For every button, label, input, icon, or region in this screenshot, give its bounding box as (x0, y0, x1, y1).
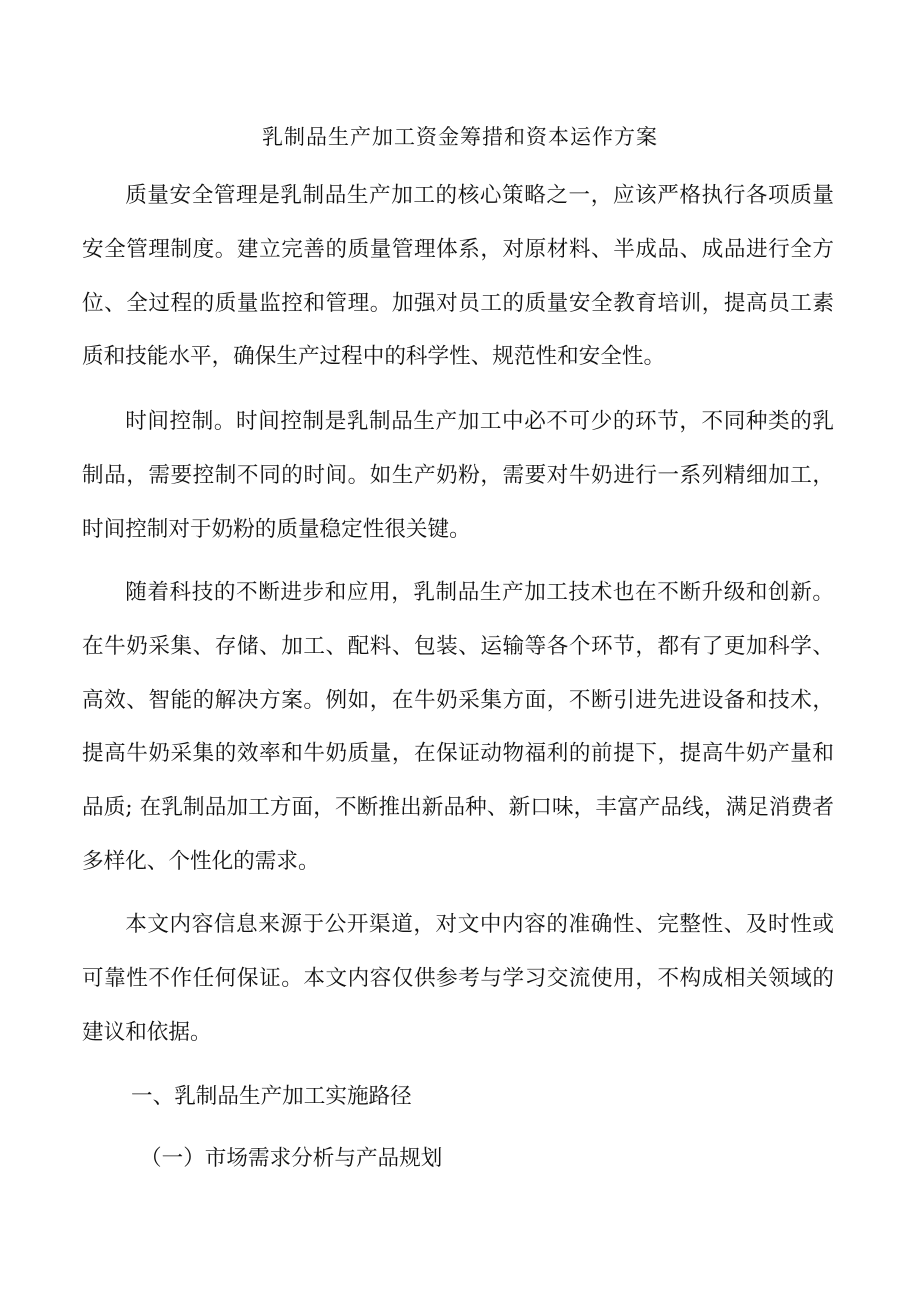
paragraph-time-control: 时间控制。时间控制是乳制品生产加工中必不可少的环节，不同种类的乳制品，需要控制不同的时间。如生产奶粉，需要对牛奶进行一系列精细加工，时间控制对于奶粉的质量稳定性很关键。 (82, 409, 834, 542)
subsection-heading: （一）市场需求分析与产品规划 (140, 1146, 443, 1171)
paragraph-technology-progress: 随着科技的不断进步和应用，乳制品生产加工技术也在不断升级和创新。在牛奶采集、存储、加工、配料、包装、运输等各个环节，都有了更加科学、高效、智能的解决方案。例如，在牛奶采集方面，不断引进先进设备和技术，提高牛奶采集的效率和牛奶质量，在保证动物福利的前提下，提高牛奶产量和品质; 在乳制品加工方面，不断推出新品种、新口味，丰富产品线，满足消费者多样化、个性化的需求。 (82, 580, 834, 874)
paragraph-quality-safety: 质量安全管理是乳制品生产加工的核心策略之一，应该严格执行各项质量安全管理制度。建立完善的质量管理体系，对原材料、半成品、成品进行全方位、全过程的质量监控和管理。加强对员工的质量安全教育培训，提高员工素质和技能水平，确保生产过程中的科学性、规范性和安全性。 (82, 183, 834, 370)
paragraph-disclaimer: 本文内容信息来源于公开渠道，对文中内容的准确性、完整性、及时性或可靠性不作任何保证。本文内容仅供参考与学习交流使用，不构成相关领域的建议和依据。 (82, 912, 834, 1045)
section-heading: 一、乳制品生产加工实施路径 (131, 1084, 412, 1109)
document-title: 乳制品生产加工资金筹措和资本运作方案 (262, 125, 658, 149)
